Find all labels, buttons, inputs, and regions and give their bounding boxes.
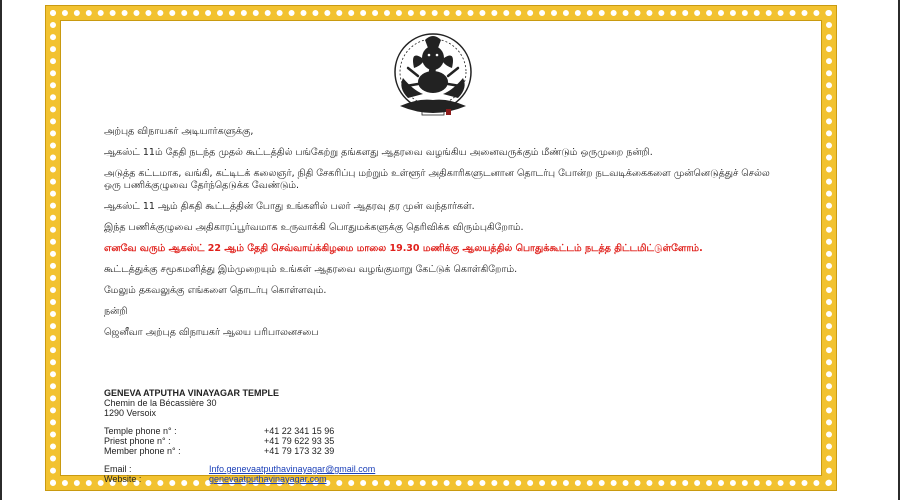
phone-label: Member phone n° : [104, 446, 181, 456]
website-link[interactable]: genevaatputhavinayagar.com [209, 474, 327, 484]
thanks-line: நன்றி [104, 306, 128, 317]
ganesha-emblem-icon [378, 28, 488, 118]
meeting-announcement: எனவே வரும் ஆகஸ்ட் 22 ஆம் தேதி செவ்வாய்க்கிழமை மாலை 19.30 மணிக்கு ஆலயத்தில் பொதுக்கூட்டம் நடத்த திட்டமிட்டுள்ளோம். [104, 243, 703, 254]
email-link[interactable]: Info.genevaatputhavinayagar@gmail.com [209, 464, 376, 474]
address-line-1: Chemin de la Bécassière 30 [104, 398, 217, 408]
page-edge-left [0, 0, 2, 500]
paragraph-support: ஆகஸ்ட் 11 ஆம் திகதி கூட்டத்தின் போது உங்களில் பலர் ஆதரவு தர முன் வந்தார்கள். [104, 201, 475, 212]
phone-value: +41 79 173 32 39 [264, 446, 335, 456]
salutation: அற்புத விநாயகர் அடியார்களுக்கு, [104, 126, 254, 137]
email-row [104, 464, 784, 474]
phone-label: Temple phone n° : [104, 426, 177, 436]
address-line-2: 1290 Versoix [104, 408, 157, 418]
org-name: GENEVA ATPUTHA VINAYAGAR TEMPLE [104, 388, 280, 398]
paragraph-next-steps: அடுத்த கட்டமாக, வங்கி, கட்டிடக் கலைஞர், நிதி சேகரிப்பு மற்றும் உள்ளூர் அதிகாரிகளுடனான தொடர்பு போன்ற நடவடிக்கைகளை முன்னெடுத்துச் செல்ல ஒரு பணிக்குழுவை தேர்ந்தெடுக்க வேண்டும். [104, 168, 770, 191]
website-row [104, 474, 784, 484]
phone-label: Priest phone n° : [104, 436, 171, 446]
phone-value: +41 22 341 15 96 [264, 426, 335, 436]
paragraph-intent: இந்த பணிக்குழுவை அதிகாரப்பூர்வமாக உருவாக்கி பொதுமக்களுக்கு தெரிவிக்க விரும்புகிறோம். [104, 222, 524, 233]
contact-footer [104, 388, 784, 484]
email-label: Email : [104, 464, 132, 474]
website-label: Website : [104, 474, 142, 484]
decorative-border-frame [46, 6, 836, 490]
paragraph-request: கூட்டத்துக்கு சமூகமளித்து இம்முறையும் உங்கள் ஆதரவை வழங்குமாறு கேட்டுக் கொள்கிறோம். [104, 264, 518, 275]
phone-row [104, 426, 784, 436]
phone-row [104, 446, 784, 456]
paragraph-contact: மேலும் தகவலுக்கு எங்களை தொடர்பு கொள்ளவும். [104, 285, 327, 296]
phone-value: +41 79 622 93 35 [264, 436, 335, 446]
signature-line: ஜெனீவா அற்புத விநாயகர் ஆலய பரிபாலனசபை [104, 327, 319, 338]
paragraph-thanks: ஆகஸ்ட் 11ம் தேதி நடந்த முதல் கூட்டத்தில் பங்கேற்று தங்களது ஆதரவை வழங்கிய அனைவருக்கும் மீண்டும் ஒருமுறை நன்றி. [104, 147, 653, 158]
letter-body [104, 126, 784, 348]
phone-row [104, 436, 784, 446]
